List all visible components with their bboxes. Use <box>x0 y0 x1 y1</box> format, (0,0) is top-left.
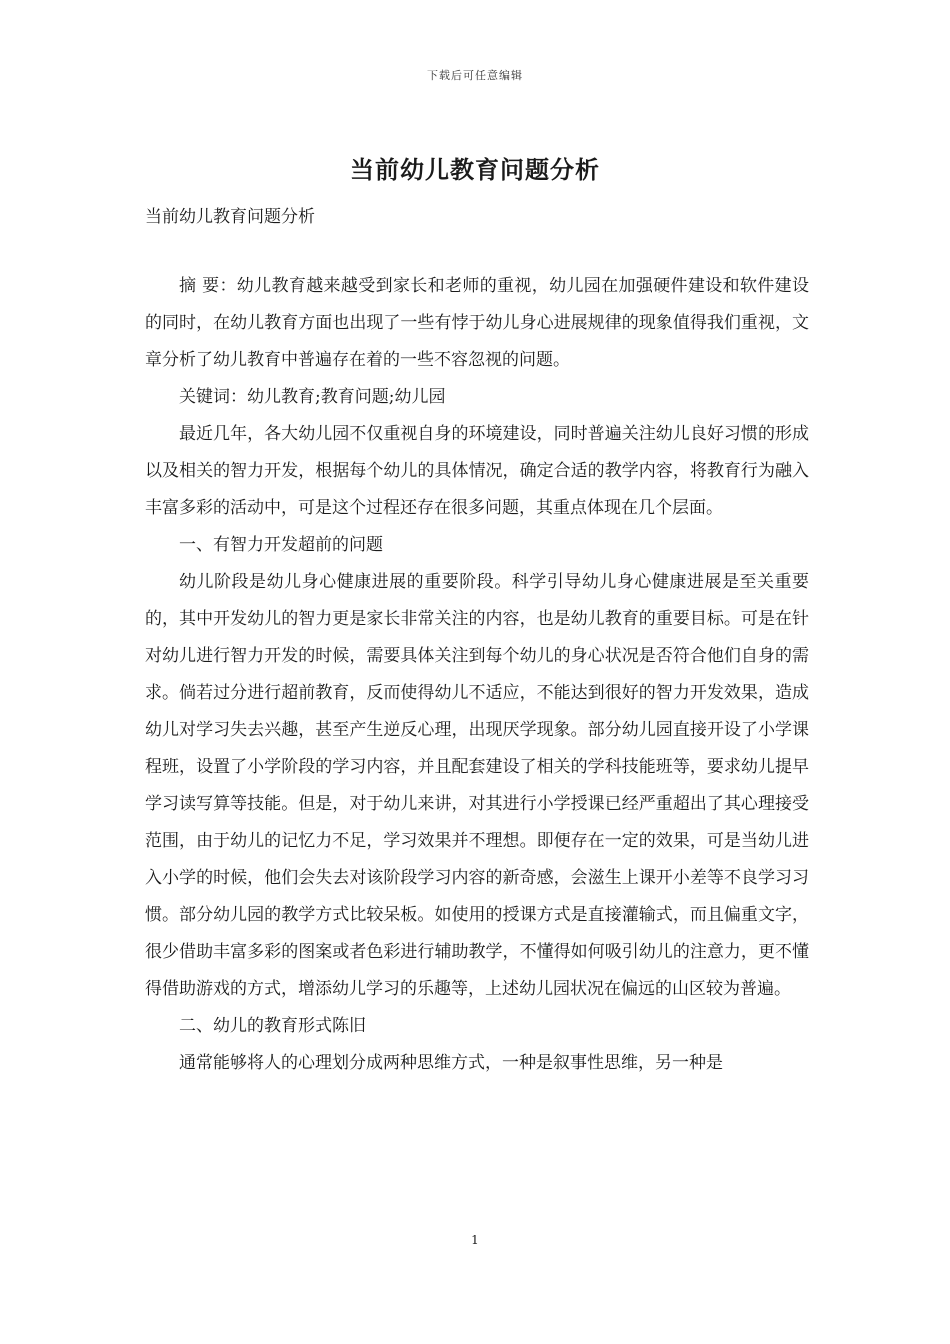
section-1-paragraph: 幼儿阶段是幼儿身心健康进展的重要阶段。科学引导幼儿身心健康进展是至关重要的，其中开发幼儿的智力更是家长非常关注的内容，也是幼儿教育的重要目标。可是在针对幼儿进行智力开发的时候，需要具体关注到每个幼儿的身心状况是否符合他们自身的需求。倘若过分进行超前教育，反而使得幼儿不适应，不能达到很好的智力开发效果，造成幼儿对学习失去兴趣，甚至产生逆反心理，出现厌学现象。部分幼儿园直接开设了小学课程班，设置了小学阶段的学习内容，并且配套建设了相关的学科技能班等，要求幼儿提早学习读写算等技能。但是，对于幼儿来讲，对其进行小学授课已经严重超出了其心理接受范围，由于幼儿的记忆力不足，学习效果并不理想。即便存在一定的效果，可是当幼儿进入小学的时候，他们会失去对该阶段学习内容的新奇感，会滋生上课开小差等不良学习习惯。部分幼儿园的教学方式比较呆板。如使用的授课方式是直接灌输式，而且偏重文字，很少借助丰富多彩的图案或者色彩进行辅助教学，不懂得如何吸引幼儿的注意力，更不懂得借助游戏的方式，增添幼儿学习的乐趣等，上述幼儿园状况在偏远的山区较为普遍。 <box>145 572 809 999</box>
abstract-paragraph: 摘 要：幼儿教育越来越受到家长和老师的重视，幼儿园在加强硬件建设和软件建设的同时，在幼儿教育方面也出现了一些有悖于幼儿身心进展规律的现象值得我们重视，文章分析了幼儿教育中普遍存在着的一些不容忽视的问题。 <box>145 276 809 370</box>
page-number: 1 <box>471 1233 479 1247</box>
document-subtitle: 当前幼儿教育问题分析 <box>145 207 315 227</box>
document-title: 当前幼儿教育问题分析 <box>350 155 600 184</box>
header-note: 下载后可任意编辑 <box>427 69 523 82</box>
keywords-paragraph: 关键词：幼儿教育;教育问题;幼儿园 <box>179 387 446 407</box>
document-body <box>145 268 809 1082</box>
section-heading-1: 一、有智力开发超前的问题 <box>179 535 383 555</box>
section-heading-2: 二、幼儿的教育形式陈旧 <box>179 1016 366 1036</box>
section-2-paragraph: 通常能够将人的心理划分成两种思维方式，一种是叙事性思维，另一种是 <box>179 1053 723 1073</box>
intro-paragraph: 最近几年，各大幼儿园不仅重视自身的环境建设，同时普遍关注幼儿良好习惯的形成以及相关的智力开发，根据每个幼儿的具体情况，确定合适的教学内容，将教育行为融入丰富多彩的活动中，可是这个过程还存在很多问题，其重点体现在几个层面。 <box>145 424 809 518</box>
